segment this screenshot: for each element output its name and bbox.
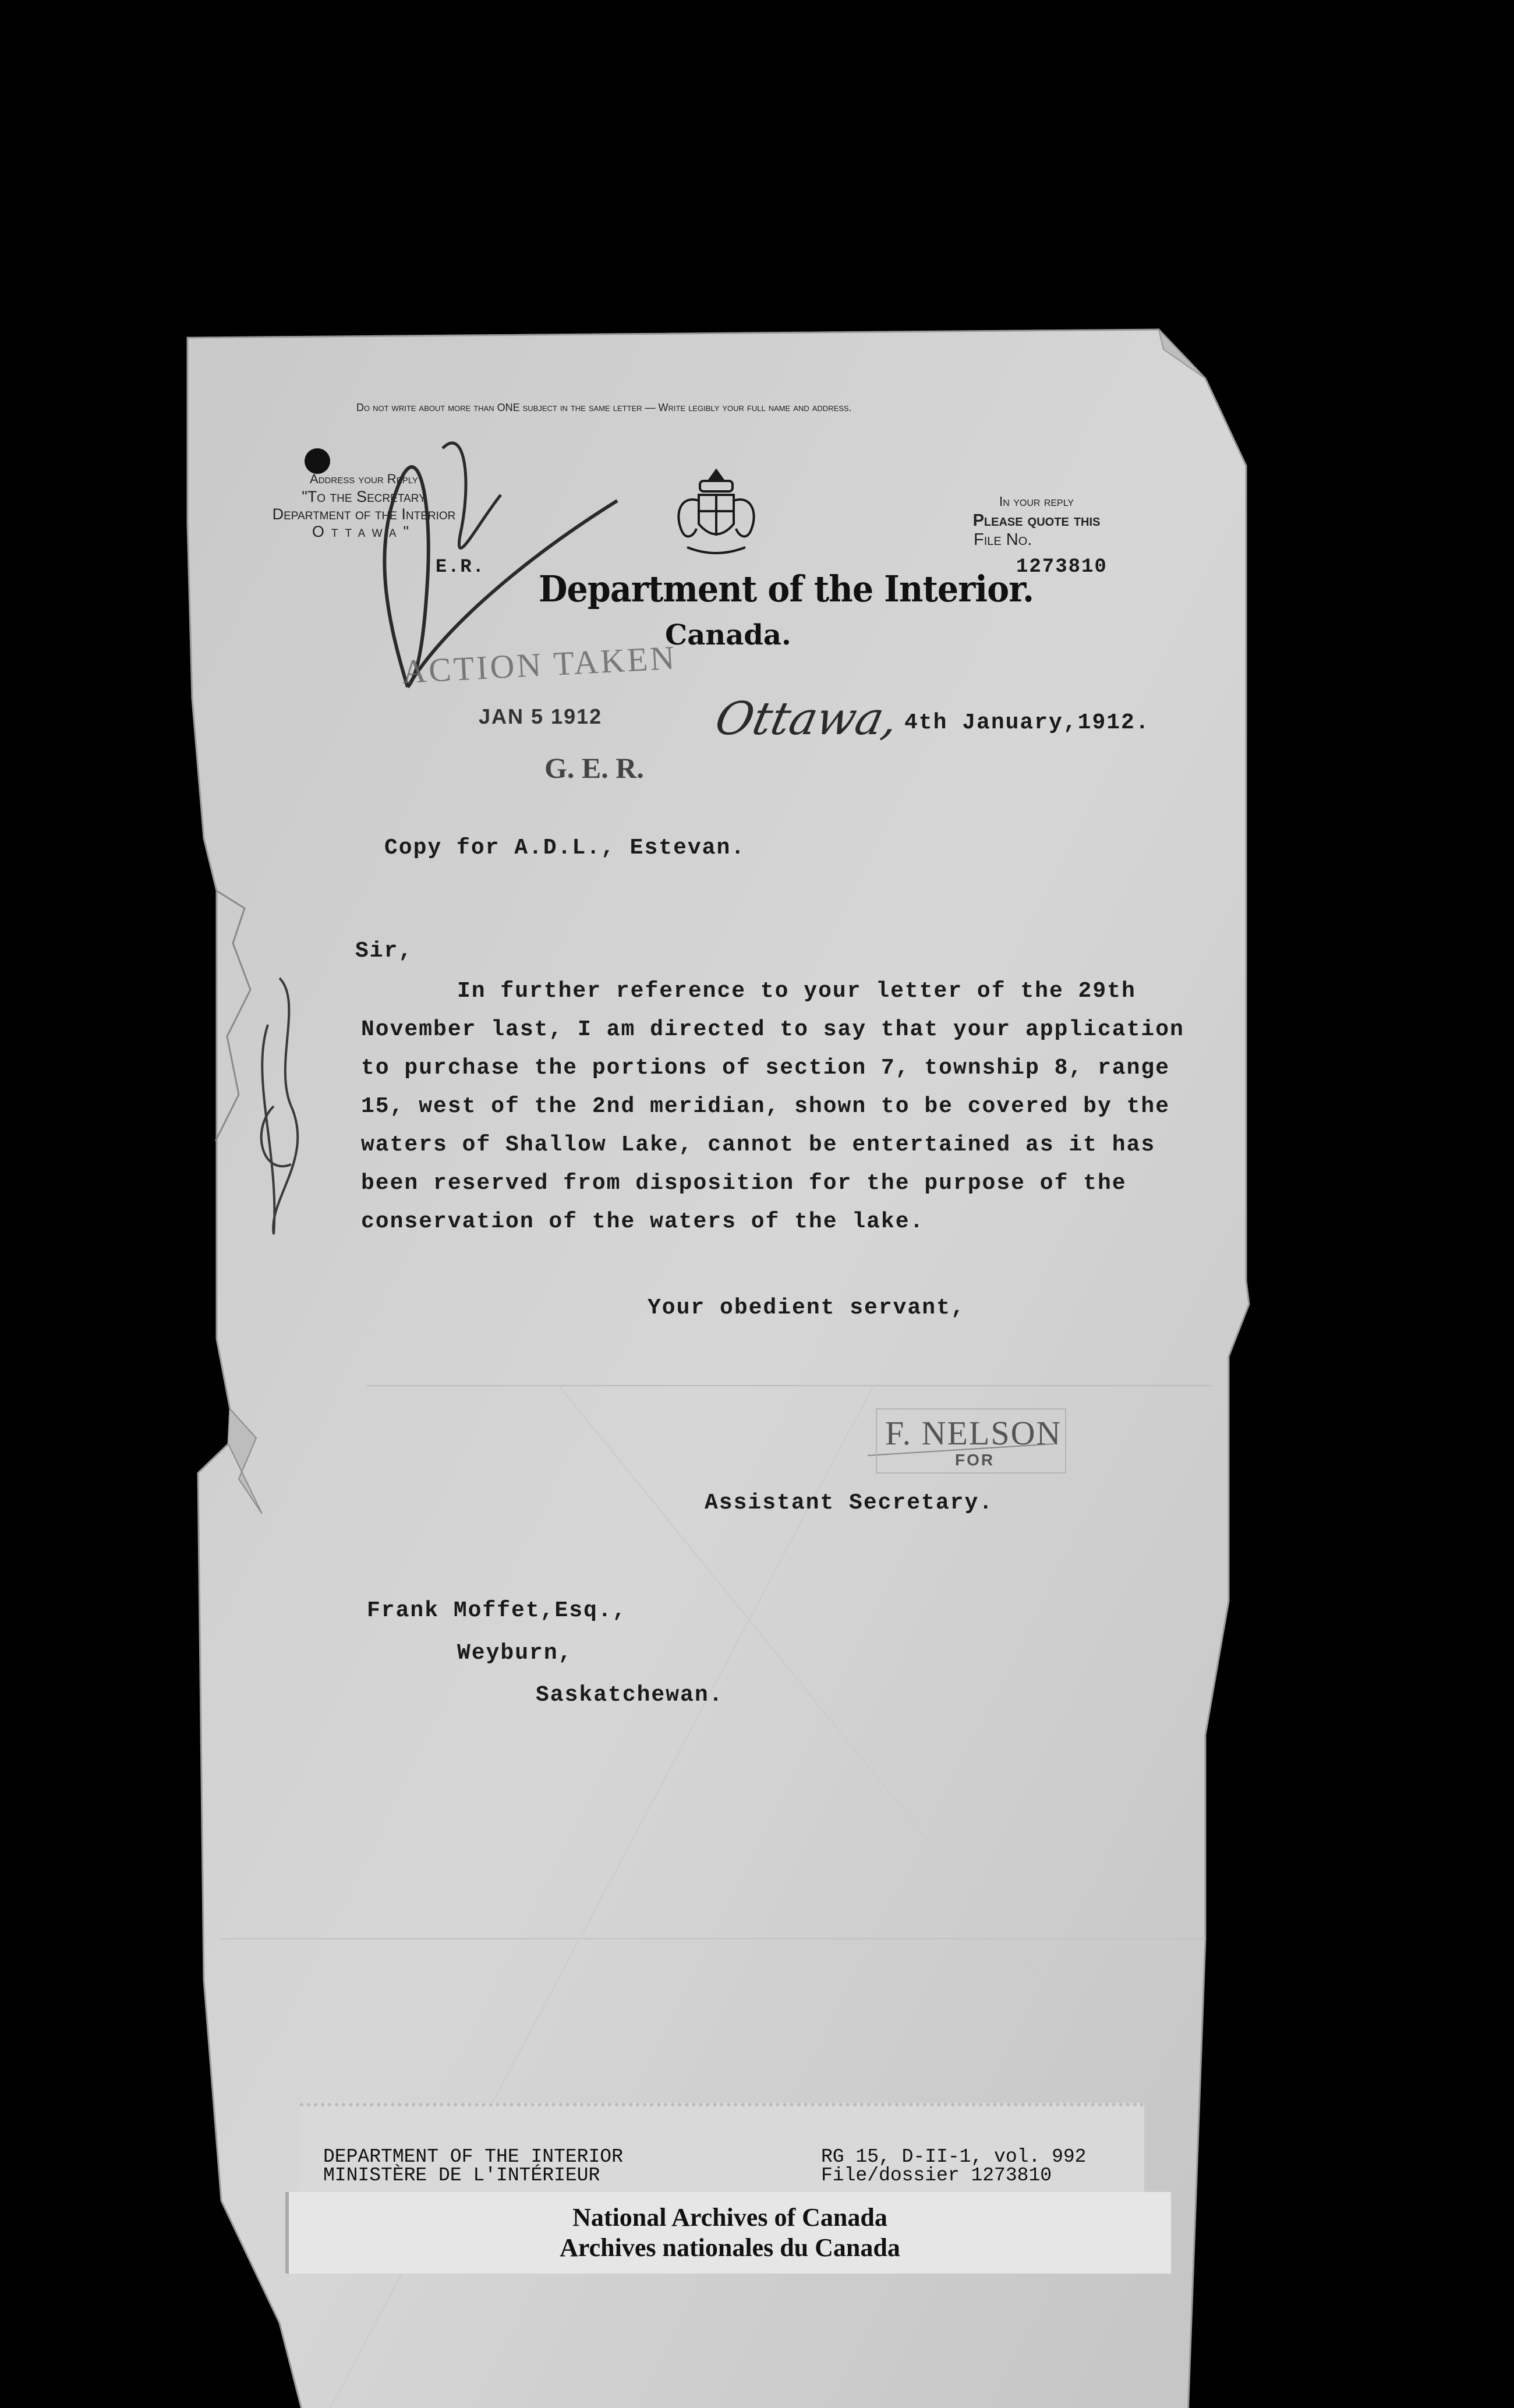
quote-line-3: File No. xyxy=(974,530,1032,549)
initials: E.R. xyxy=(436,556,485,578)
archive-reference-label xyxy=(300,2103,1144,2194)
national-archives-label xyxy=(285,2192,1171,2274)
file-number: 1273810 xyxy=(1016,556,1108,578)
letter-date: 4th January,1912. xyxy=(904,710,1150,735)
address-reply-line-1: Address your Reply xyxy=(310,472,418,486)
body-line: to purchase the portions of section 7, township 8, range xyxy=(361,1056,1170,1081)
place-handwritten: Ottawa, xyxy=(710,693,903,745)
body-line: In further reference to your letter of the 29th xyxy=(457,979,1136,1004)
signature-for: FOR xyxy=(955,1451,995,1469)
body-line: conservation of the waters of the lake. xyxy=(361,1209,925,1234)
archive-dept-en: DEPARTMENT OF THE INTERIOR xyxy=(323,2146,623,2168)
body-line: 15, west of the 2nd meridian, shown to be covered by the xyxy=(361,1094,1170,1119)
body-line: waters of Shallow Lake, cannot be entertained as it has xyxy=(361,1132,1156,1157)
recipient-province: Saskatchewan. xyxy=(536,1683,724,1708)
address-reply-line-3: Department of the Interior xyxy=(272,505,456,523)
archives-name-fr: Archives nationales du Canada xyxy=(560,2233,900,2262)
letter-body xyxy=(361,972,1184,1241)
action-taken-stamp: ACTION TAKEN xyxy=(401,638,678,691)
department-heading: Department of the Interior. xyxy=(539,568,1034,610)
salutation: Sir, xyxy=(355,939,413,964)
recipient-city: Weyburn, xyxy=(457,1641,573,1666)
signatory-title: Assistant Secretary. xyxy=(705,1490,994,1515)
signature-stamp: F. NELSON xyxy=(885,1414,1062,1452)
body-line: November last, I am directed to say that your application xyxy=(361,1017,1184,1042)
address-reply-line-2: "To the Secretary xyxy=(302,488,426,505)
archive-ref: RG 15, D-II-1, vol. 992 xyxy=(821,2146,1087,2168)
stamp-initials: G. E. R. xyxy=(544,752,644,784)
quote-file-block xyxy=(920,492,1153,550)
quote-line-2: Please quote this xyxy=(972,511,1101,530)
closing: Your obedient servant, xyxy=(648,1295,965,1320)
received-date-stamp: JAN 5 1912 xyxy=(479,704,603,728)
recipient-name: Frank Moffet,Esq., xyxy=(367,1598,627,1623)
quote-line-1: In your reply xyxy=(999,494,1074,509)
top-notice: Do not write about more than ONE subject in the same letter — Write legibly your full name and address. xyxy=(356,402,852,413)
body-line: been reserved from disposition for the purpose of the xyxy=(361,1171,1127,1196)
coat-of-arms-icon xyxy=(664,466,769,565)
country-heading: Canada. xyxy=(665,619,791,651)
archive-dept-fr: MINISTÈRE DE L'INTÉRIEUR xyxy=(323,2165,600,2186)
archives-name-en: National Archives of Canada xyxy=(572,2203,887,2232)
address-reply-line-4: Ottawa" xyxy=(312,523,416,540)
copy-line: Copy for A.D.L., Estevan. xyxy=(384,835,746,860)
address-reply-block xyxy=(230,470,498,540)
archive-file: File/dossier 1273810 xyxy=(821,2165,1052,2186)
